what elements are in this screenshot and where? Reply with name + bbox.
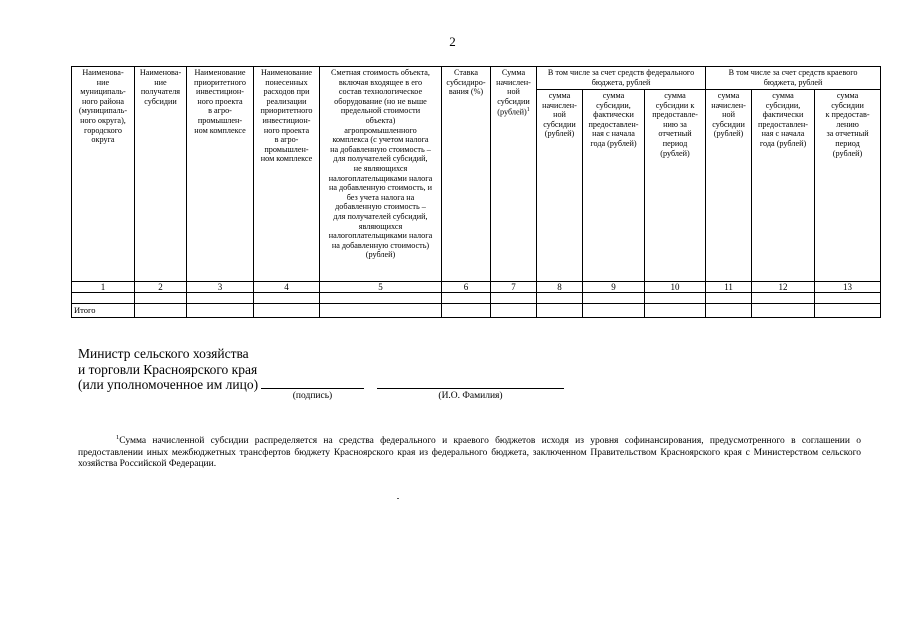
header-expenses: Наименование понесенных расходов при реализации приоритетного инвестицион- ного проекта в агро- промышлен- ном комплексе (254, 67, 320, 282)
footnote-mark: 1 (116, 434, 120, 441)
table-cell (706, 304, 752, 318)
column-number-row (72, 282, 881, 293)
column-number: 9 (583, 282, 645, 293)
header-recipient: Наименова- ние получателя субсидии (135, 67, 187, 282)
total-row (72, 304, 881, 318)
header-project: Наименование приоритетного инвестицион- ного проекта в агро- промышлен- ном комплексе (187, 67, 254, 282)
header-estimated-cost: Сметная стоимость объекта, включая входящее в его состав технологическое оборудование (но не выше предельной стоимости объекта) агропромышленного комплекса (с учетом налога на добавленную стоимость – для получателей субсидий, не являющихся налогоплательщиками налога на добавленную стоимость, и без учета налога на добавленную стоимость – для получателей субсидий, являющихся налогоплательщиками налога на добавленную стоимость) (рублей) (320, 67, 442, 282)
header-federal-accrued: сумма начислен- ной субсидии (рублей) (537, 90, 583, 282)
column-number: 3 (187, 282, 254, 293)
table-cell (320, 304, 442, 318)
signature-caption: (подпись) (292, 391, 333, 401)
table-cell (752, 293, 815, 304)
column-number: 4 (254, 282, 320, 293)
header-group-regional: В том числе за счет средств краевого бюджета, рублей (706, 67, 881, 90)
column-number: 1 (72, 282, 135, 293)
header-municipality: Наименова- ние муниципаль- ного района (муниципаль- ного округа), городского округа (72, 67, 135, 282)
signatory-line-1: Министр сельского хозяйства (78, 346, 249, 361)
table-row (72, 293, 881, 304)
page-number: 2 (449, 34, 456, 49)
table-cell (537, 293, 583, 304)
table-cell (135, 293, 187, 304)
signatory-line-3: (или уполномоченное им лицо) (78, 377, 259, 392)
table-cell (442, 293, 491, 304)
column-number: 13 (815, 282, 881, 293)
column-number: 5 (320, 282, 442, 293)
table-cell (187, 293, 254, 304)
table-cell (187, 304, 254, 318)
header-subsidy-rate: Ставка субсидиро- вания (%) (442, 67, 491, 282)
name-field-line (377, 388, 564, 389)
signatory-line-2: и торговли Красноярского края (78, 361, 258, 377)
table-cell (442, 304, 491, 318)
table-cell (645, 304, 706, 318)
table-cell (254, 293, 320, 304)
table-cell (583, 293, 645, 304)
footnote-text: Сумма начисленной субсидии распределяется на средства федерального и краевого бюджетов исходя из уровня софинансирования, предусмотренного в соглашении о предоставлении иных межбюджетных трансфертов бюджету Красноярского края из федерального бюджета, заключенном Правительством Красноярского края с Министерством сельского хозяйства Российской Федерации. (78, 436, 861, 470)
header-regional-to-provide: сумма субсидии к предостав- лению за отчетный период (рублей) (815, 90, 881, 282)
table-cell (583, 304, 645, 318)
header-federal-to-provide: сумма субсидии к предоставле- нию за отчетный период (рублей) (645, 90, 706, 282)
name-caption: (И.О. Фамилия) (438, 391, 503, 401)
table-cell (752, 304, 815, 318)
header-subsidy-amount: Сумма начислен- ной субсидии (рублей)$^1$ (491, 67, 537, 282)
column-number: 11 (706, 282, 752, 293)
table-cell (491, 304, 537, 318)
scan-speck (397, 498, 399, 499)
column-number: 2 (135, 282, 187, 293)
header-group-federal: В том числе за счет средств федерального бюджета, рублей (537, 67, 706, 90)
column-number: 12 (752, 282, 815, 293)
table-cell (537, 304, 583, 318)
footnote-mark: 1 (526, 107, 530, 114)
table-cell (706, 293, 752, 304)
column-number: 6 (442, 282, 491, 293)
table-cell (815, 293, 881, 304)
column-number: 10 (645, 282, 706, 293)
signatory-block (78, 346, 258, 393)
signature-field-line (261, 388, 364, 389)
table-cell (135, 304, 187, 318)
header-regional-provided: сумма субсидии, фактически предоставлен- ная с начала года (рублей) (752, 90, 815, 282)
footnote (78, 432, 861, 471)
total-label: Итого (72, 304, 135, 318)
table-cell (645, 293, 706, 304)
column-number: 7 (491, 282, 537, 293)
table-cell (72, 293, 135, 304)
header-federal-provided: сумма субсидии, фактически предоставлен- ная с начала года (рублей) (583, 90, 645, 282)
table-cell (320, 293, 442, 304)
table-cell (491, 293, 537, 304)
subsidy-report-table (71, 66, 881, 318)
column-number: 8 (537, 282, 583, 293)
table-cell (254, 304, 320, 318)
header-regional-accrued: сумма начислен- ной субсидии (рублей) (706, 90, 752, 282)
table-cell (815, 304, 881, 318)
